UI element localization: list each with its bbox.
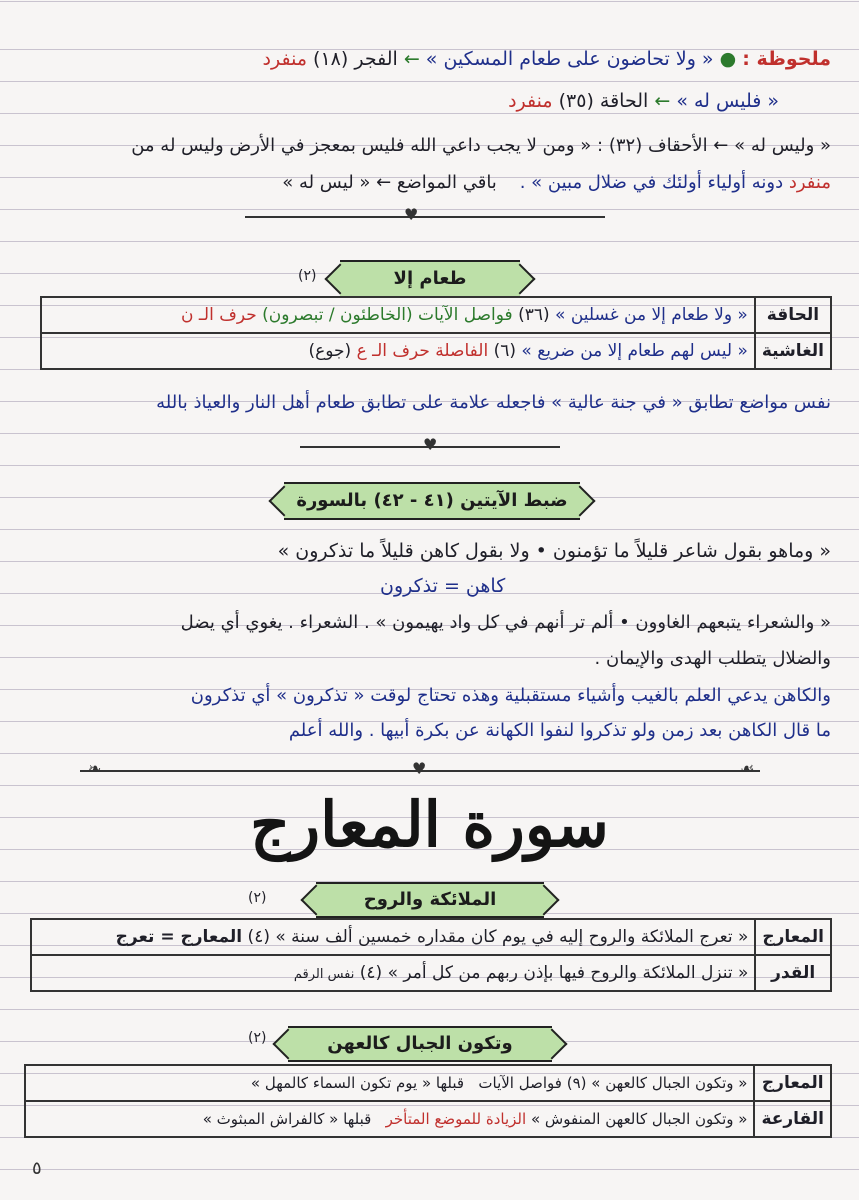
row-mid: فواصل الآيات bbox=[478, 1074, 562, 1092]
note-line-2 bbox=[259, 90, 779, 112]
sec2-line-1: « وماهو بقول شاعر قليلاً ما تؤمنون • ولا بقول كاهن قليلاً ما تذكرون » bbox=[277, 540, 831, 562]
note-quote-2: « فليس له » bbox=[676, 90, 779, 112]
row-note: المعارج = تعرج bbox=[115, 927, 243, 947]
section1-after: نفس مواضع تطابق « في جنة عالية » فاجعله علامة على تطابق طعام أهل النار والعياذ بالله bbox=[156, 392, 831, 413]
note-line-3: « وليس له » ← الأحقاف (٣٢) : « ومن لا يجب داعي الله فليس بمعجز في الأرض وليس له من bbox=[131, 135, 831, 156]
sec2-line-4: والضلال يتطلب الهدى والإيمان . bbox=[594, 648, 831, 669]
row-head: المعارج bbox=[755, 919, 831, 955]
note-line-1 bbox=[0, 48, 831, 70]
row-number: (٣٦) bbox=[518, 305, 550, 325]
table-row bbox=[31, 919, 831, 955]
bullet-dot-icon: ● bbox=[719, 48, 737, 70]
sec2-line-2: كاهن = تذكرون bbox=[380, 575, 506, 597]
note-text-4: دونه أولياء أولئك في ضلال مبين » . bbox=[519, 172, 784, 193]
section-title-2: ضبط الآيتين (٤١ - ٤٢) بالسورة bbox=[296, 490, 568, 511]
surah-title: سورة المعارج bbox=[250, 788, 609, 861]
row-content bbox=[25, 1101, 754, 1137]
arrow-left-icon: ← bbox=[403, 48, 420, 70]
row-quote: « تنزل الملائكة والروح فيها بإذن ربهم من كل أمر » bbox=[387, 963, 749, 983]
vine-ornament-icon: ❧ bbox=[88, 759, 102, 778]
page-number: ٥ bbox=[32, 1158, 42, 1179]
table-row bbox=[41, 333, 831, 369]
note-tag-1: منفرد bbox=[262, 48, 307, 70]
row-side: قبلها « يوم تكون السماء كالمهل » bbox=[250, 1074, 465, 1092]
arrow-left-icon: ← bbox=[654, 90, 671, 112]
note-rest-4: باقي المواضع ← « ليس له » bbox=[282, 172, 497, 193]
row-content bbox=[41, 297, 755, 333]
row-number: (٦) bbox=[493, 341, 516, 361]
heart-ornament-icon: ♥ bbox=[423, 435, 438, 454]
note-tag-4: منفرد bbox=[788, 172, 831, 193]
row-number: (٤) bbox=[359, 963, 383, 983]
note-tag-2: منفرد bbox=[508, 90, 553, 112]
section-ribbon-1 bbox=[340, 260, 520, 298]
count-badge-4: (٢) bbox=[248, 1030, 267, 1046]
row-head: القدر bbox=[755, 955, 831, 991]
note-ref-1: الفجر (١٨) bbox=[313, 48, 398, 70]
section-title-4: وتكون الجبال كالعهن bbox=[327, 1033, 513, 1054]
heart-ornament-icon: ♥ bbox=[404, 205, 419, 224]
note-line-4 bbox=[0, 172, 831, 193]
table-row bbox=[25, 1065, 831, 1101]
row-note: نفس الرقم bbox=[293, 967, 355, 982]
row-quote: « ولا طعام إلا من غسلين » bbox=[555, 305, 748, 325]
table-row bbox=[41, 297, 831, 333]
row-quote: « ليس لهم طعام إلا من ضريع » bbox=[521, 341, 748, 361]
row-head: الحاقة bbox=[755, 297, 831, 333]
row-side: قبلها « كالفراش المبثوث » bbox=[202, 1110, 372, 1128]
row-quote: « وتكون الجبال كالعهن المنفوش » bbox=[530, 1110, 748, 1128]
comparison-table-1 bbox=[40, 296, 832, 370]
row-harf: حرف الـ ن bbox=[181, 305, 257, 325]
section-title-1: طعام إلا bbox=[393, 268, 467, 289]
table-row bbox=[31, 955, 831, 991]
row-head: الغاشية bbox=[755, 333, 831, 369]
row-quote: « وتكون الجبال كالعهن » bbox=[591, 1074, 748, 1092]
row-head: المعارج bbox=[754, 1065, 831, 1101]
row-head: القارعة bbox=[754, 1101, 831, 1137]
heart-ornament-icon: ♥ bbox=[412, 759, 427, 778]
row-content bbox=[31, 919, 755, 955]
row-number: (٤) bbox=[247, 927, 270, 947]
note-ref-2: الحاقة (٣٥) bbox=[558, 90, 649, 112]
row-content bbox=[41, 333, 755, 369]
note-label: ملحوظة : bbox=[742, 48, 831, 70]
note-quote-1: « ولا تحاضون على طعام المسكين » bbox=[425, 48, 714, 70]
section-title-3: الملائكة والروح bbox=[363, 889, 497, 910]
divider-line bbox=[245, 216, 605, 218]
comparison-table-3 bbox=[30, 918, 832, 992]
count-badge-3: (٢) bbox=[248, 890, 267, 906]
row-harf: (جوع) bbox=[308, 341, 352, 361]
sec2-line-5: والكاهن يدعي العلم بالغيب وأشياء مستقبلية وهذه تحتاج لوقت « تذكرون » أي تذكرون bbox=[190, 685, 831, 706]
comparison-table-4 bbox=[24, 1064, 832, 1138]
table-row bbox=[25, 1101, 831, 1137]
row-mid: الزيادة للموضع المتأخر bbox=[385, 1110, 527, 1128]
sec2-line-3: « والشعراء يتبعهم الغاوون • ألم تر أنهم في كل واد يهيمون » . الشعراء . يغوي أي يضل bbox=[180, 612, 831, 633]
row-content bbox=[25, 1065, 754, 1101]
count-badge-1: (٢) bbox=[298, 268, 317, 284]
vine-ornament-icon: ☙ bbox=[740, 759, 755, 778]
row-fawasil: الفاصلة حرف الـ ع bbox=[356, 341, 489, 361]
sec2-line-6: ما قال الكاهن بعد زمن ولو تذكروا لنفوا الكهانة عن بكرة أبيها . والله أعلم bbox=[288, 720, 831, 741]
section-ribbon-4 bbox=[288, 1026, 552, 1062]
row-number: (٩) bbox=[566, 1074, 587, 1092]
row-quote: « تعرج الملائكة والروح إليه في يوم كان مقداره خمسين ألف سنة » bbox=[275, 927, 749, 947]
section-ribbon-2 bbox=[284, 482, 580, 520]
section-ribbon-3 bbox=[316, 882, 544, 918]
row-content bbox=[31, 955, 755, 991]
row-fawasil: فواصل الآيات (الخاطئون / تبصرون) bbox=[262, 305, 513, 325]
